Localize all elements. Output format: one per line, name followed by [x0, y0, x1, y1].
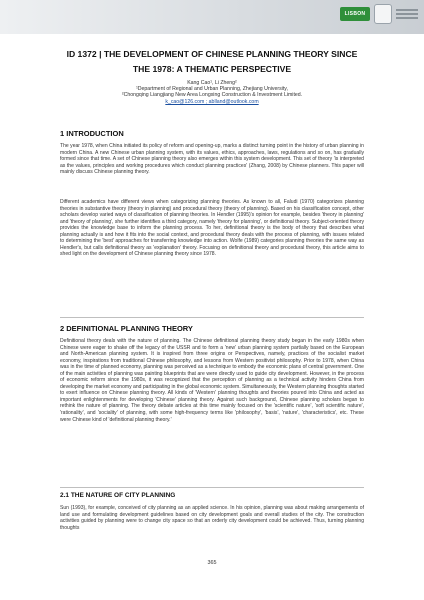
city-planning-paragraph-1: Sun (1993), for example, conceived of city planning as an applied science. In his opinion, planning was about making arrangements of land use and formulating development guidelines based on city development goals and overall studies of the city. The construction activities guided by planning were to change city space so that an orderly city development could be achieved. Thus, turning planning thoughts	[60, 505, 364, 531]
conference-logo: LISBON	[340, 7, 370, 21]
author-block	[40, 80, 384, 105]
title-line-1: ID 1372 | THE DEVELOPMENT OF CHINESE PLANNING THEORY SINCE	[66, 49, 358, 59]
section-divider	[60, 317, 364, 318]
definitional-paragraph-1: Definitional theory deals with the nature of planning. The Chinese definitional planning theory study began in the early 1980s when Chinese were eager to shake off the legacy of the USSR and to form a 'new' urban planning system partially based on the European and North-American planning system. It is inspired from three origins or Perspectives, namely, practices of the socialist market economy, inspirations from traditional Chinese philosophy, and lessons from Western positivist philosophy. Prior to 1978, when China was in the time of planned economy, planning was perceived as a technique to embody the economic plans of central government. One of the main activities of planning was painting blueprints that are were directly used to guide city development. However, in the process of economic reform since the 1980s, it was recognized that the perception of planning as a technical activity hinders China from developing the market economy and participating in the global economic system. Simultaneously, the Western planning thoughts started to exert influence on Chinese planning theory. All kinds of 'Western' planning thoughts and theories poured into China and acted as important enlightenments for developing 'Chinese' planning theory. Against such background, Chinese planning scholars began to rethink the nature of planning. The theory debate articles at this time mainly focused on the 'scientific nature', 'soft scientific nature', 'rationality', and 'sociality' of planning, with some high-frequency terms like 'philosophy', 'basis', 'nature', 'characteristics', etc. These were Chinese kind of 'definitional planning theory.'	[60, 338, 364, 423]
authors: Kang Cao¹, Li Zheng²	[187, 80, 237, 86]
page-number: 365	[207, 560, 217, 566]
conference-logos	[340, 4, 418, 24]
paper-title	[40, 47, 384, 77]
author-emails[interactable]: k_cao@126.com ; ablland@outlook.com	[165, 98, 259, 105]
section-heading-definitional: 2 DEFINITIONAL PLANNING THEORY	[60, 324, 193, 333]
title-line-2: THE 1978: A THEMATIC PERSPECTIVE	[132, 64, 292, 74]
intro-paragraph-1: The year 1978, when China initiated its policy of reform and opening-up, marks a distinct turning point in the history of urban planning in modern China. A new Chinese urban planning system, with its values, ethics, approaches, laws, regulations and so on, has gradually formed since that time. A set of Chinese planning theory also emerges within this system development. This set of theory 'is interpreted as the values, principles and working procedures which conduct planning practices' (Zhang, 2008) by Chinese planners. This paper will mainly discuss Chinese planning theory.	[60, 143, 364, 176]
affiliation-2: ²Chongqing Liangjiang New Area Longxing Construction & Investment Limited.	[121, 92, 303, 99]
intro-paragraph-2: Different academics have different views when categorizing planning theories. As known to all, Faludi (1970) categorizes planning theories in substantive theory (theory in planning) and procedural theory (theory of planning). Based on his classification concept, other scholars develop varied ways of classification of planning theories. In Hendler (1995)'s opinion for example, besides 'theory in planning' and 'theory of planning', she further identifies a third category, namely 'theory for planning', or definitional theory. Subject-oriented theory provides the knowledge base to inform the planning process. To her, definitional theory is the body of theory that describes what planning actually is and how it fits into the social context, and procedural theory deals with the process of planning, with issues related to determining the 'best' approaches for transferring knowledge into action. Wolfe (1989) categories planning theories the same way as Hendler's, but calls definitional theory as 'explanation' theory. Focusing on definitional theory and procedural theory, this article aims to shed light on the development of Chinese planning theory since 1978.	[60, 199, 364, 258]
section-heading-introduction: 1 INTRODUCTION	[60, 129, 124, 138]
affiliation-1: ¹Department of Regional and Urban Planning, Zhejiang University,	[136, 86, 288, 93]
partner-logo-icon	[396, 9, 418, 19]
society-logo-icon	[374, 4, 392, 24]
subsection-divider	[60, 487, 364, 488]
header-band	[0, 0, 424, 34]
subsection-heading-city-planning: 2.1 THE NATURE OF CITY PLANNING	[60, 492, 176, 499]
